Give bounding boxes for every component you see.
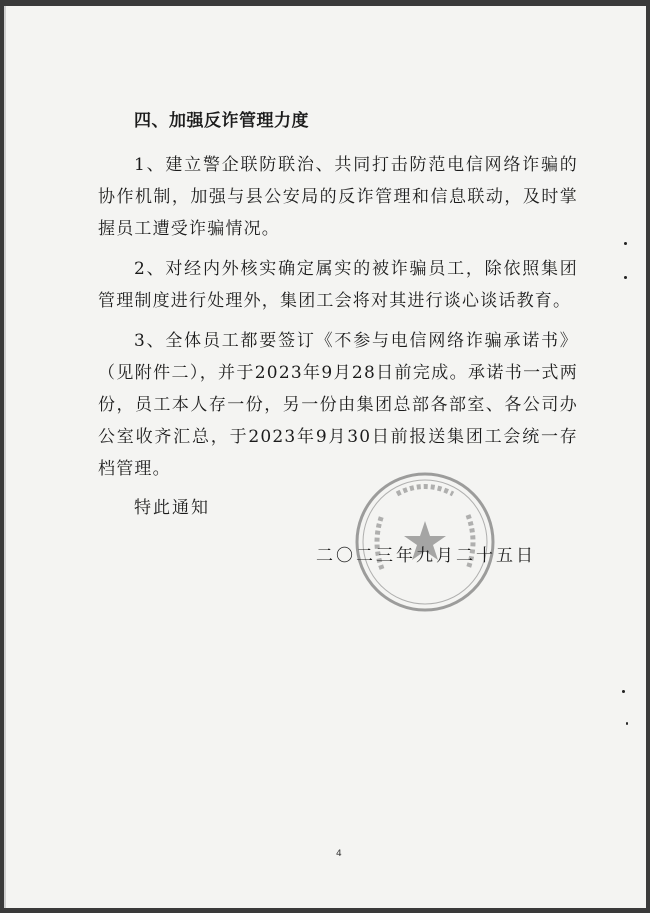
scan-speck xyxy=(626,722,628,725)
document-page xyxy=(4,6,646,908)
document-date: 二〇二三年九月二十五日 xyxy=(316,546,536,566)
scan-speck xyxy=(622,690,625,693)
paragraph-1: 1、建立警企联防联治、共同打击防范电信网络诈骗的协作机制，加强与县公安局的反诈管理和信息联动，及时掌握员工遭受诈骗情况。 xyxy=(98,155,578,239)
paragraph-2: 2、对经内外核实确定属实的被诈骗员工，除依照集团管理制度进行处理外，集团工会将对其进行谈心谈话教育。 xyxy=(98,259,578,311)
scan-speck xyxy=(624,276,627,279)
section-heading: 四、加强反诈管理力度 xyxy=(134,111,309,131)
scan-speck xyxy=(624,242,627,245)
paragraph-3: 3、全体员工都要签订《不参与电信网络诈骗承诺书》（见附件二），并于2023年9月28日前完成。承诺书一式两份，员工本人存一份，另一份由集团总部各部室、各公司办公室收齐汇总，于2023年9月30日前报送集团工会统一存档管理。 xyxy=(98,331,578,479)
document-body xyxy=(98,106,578,518)
closing-text: 特此通知 xyxy=(134,498,210,518)
page-number: 4 xyxy=(336,849,342,859)
